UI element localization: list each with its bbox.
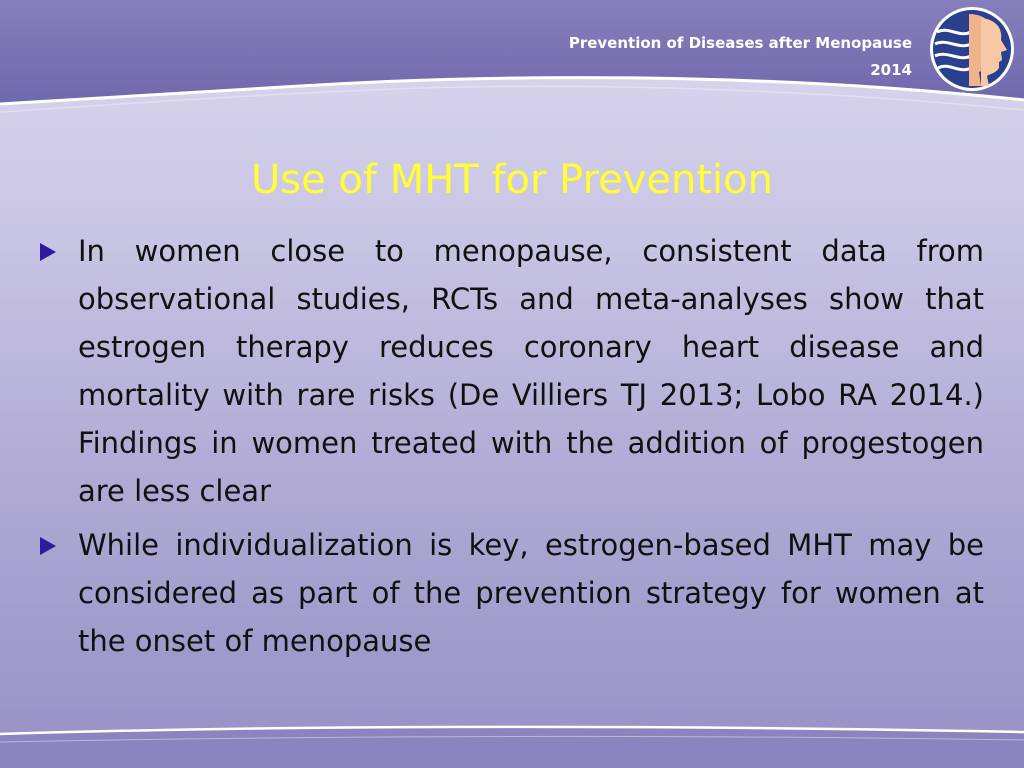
footer-band [0,720,1024,768]
bullet-text: In women close to menopause, consistent data from observational studies, RCTs and meta-analyses show that estrogen therapy reduces coronary heart disease and mortality with rare risks (De Villiers TJ 2013; Lobo RA 2014.) Findings in women treated with the addition of progestogen are less clear [78,234,984,508]
play-arrow-icon [40,537,56,555]
header-title-line2: 2014 [870,61,912,79]
bullet-list [38,227,984,671]
bullet-text: While individualization is key, estrogen-based MHT may be considered as part of the prevention strategy for women at the onset of menopause [78,528,984,658]
profile-heads-logo-icon [929,6,1015,92]
slide-title: Use of MHT for Prevention [250,157,773,203]
play-arrow-icon [40,243,56,261]
bullet-item [38,227,984,515]
header-title [392,30,912,84]
header-title-line1: Prevention of Diseases after Menopause [568,34,912,52]
bullet-item [38,521,984,665]
